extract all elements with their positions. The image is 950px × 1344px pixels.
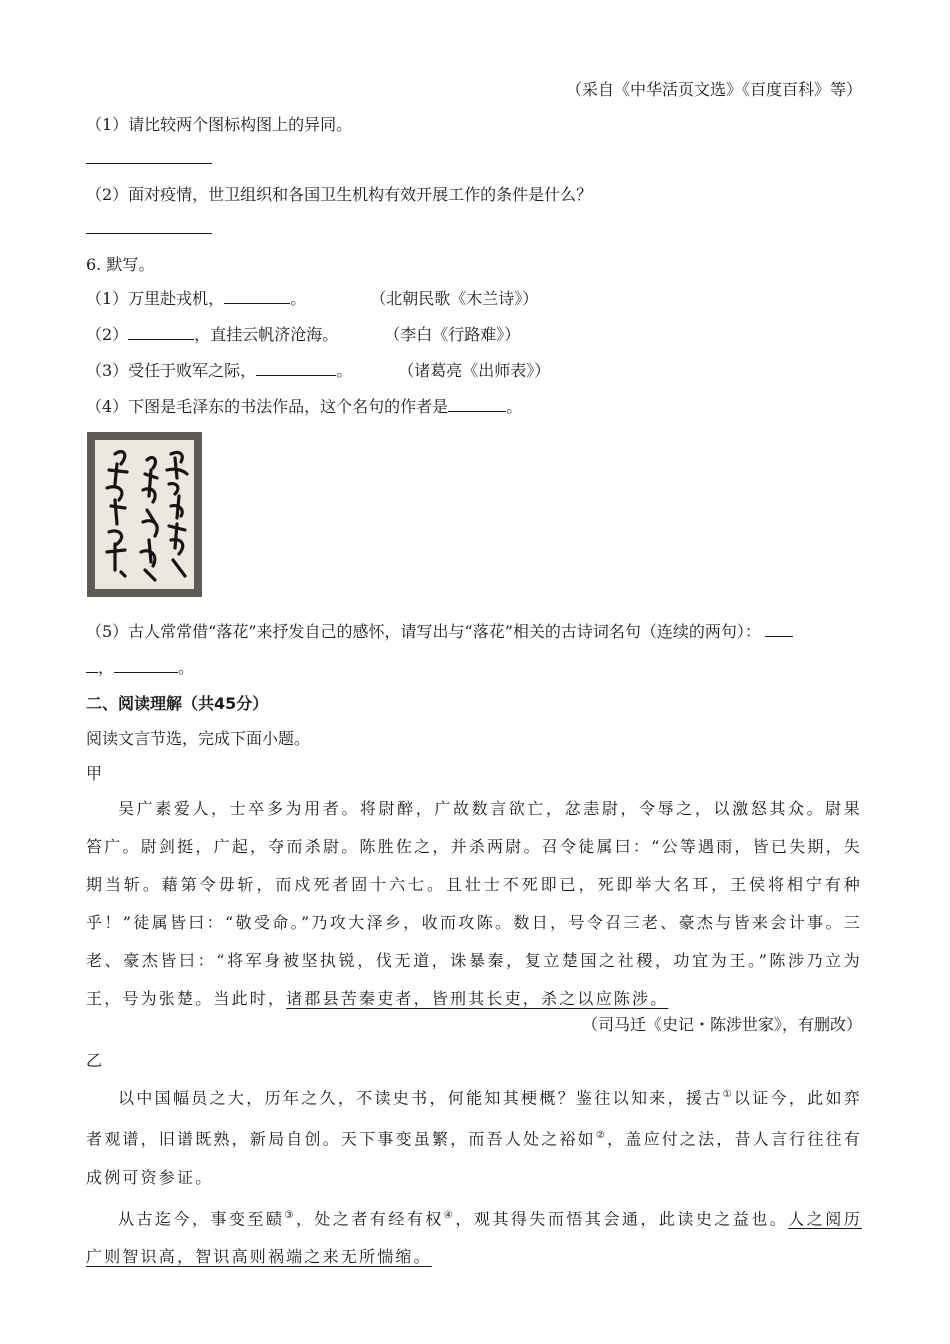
q6-item-5 (86, 621, 793, 643)
fill-blank[interactable] (224, 289, 290, 304)
passage-yi-para-2 (86, 1197, 862, 1276)
calligraphy-artwork (95, 440, 194, 589)
fill-blank[interactable] (128, 325, 194, 340)
passage-jia-source: （司马迁《史记・陈涉世家》，有删改） (581, 1015, 862, 1034)
q6-item-2 (86, 324, 520, 346)
q6-item-3-end: 。 (336, 361, 353, 380)
q6-item-4-text: （4）下图是毛泽东的书法作品，这个名句的作者是 (86, 397, 449, 416)
footnote-marker: ③ (284, 1209, 296, 1221)
passage-yi-text: ，观其得失而悟其会通，此读史之益也。 (455, 1208, 789, 1228)
q6-item-3 (86, 360, 550, 382)
reading-intro: 阅读文言节选，完成下面小题。 (86, 729, 311, 748)
q6-item-1-source: （北朝民歌《木兰诗》） (370, 289, 539, 308)
q6-item-4 (86, 396, 522, 418)
footnote-marker: ① (722, 1089, 734, 1100)
fill-blank[interactable] (448, 397, 506, 412)
section-heading: 二、阅读理解（共45分） (86, 694, 269, 713)
passage-yi-text: ，盖应付之法，昔人言行往往有成例可资参证。 (86, 1129, 862, 1187)
q6-item-5-text: （5）古人常常借“落花”来抒发自己的感怀，请写出与“落花”相关的古诗词名句（连续的两句）： (86, 622, 761, 641)
passage-yi (86, 1076, 862, 1276)
calligraphy-image (87, 432, 202, 597)
q6-item-3-text: （3）受任于败军之际， (86, 361, 257, 380)
q6-item-1 (86, 288, 538, 310)
q5-sub1: （1）请比较两个图标构图上的异同。 (86, 115, 353, 134)
passage-yi-text: 以中国幅员之大，历年之久，不读史书，何能知其梗概？鉴往以知来，援古 (118, 1088, 723, 1108)
q6-item-4-end: 。 (506, 397, 523, 416)
passage-yi-para-1 (86, 1076, 862, 1197)
passage-yi-text: 以证今，此如弈者观谱，旧谱既熟，新局自创。天下事变虽繁，而吾人处之裕如 (86, 1088, 862, 1149)
q6-item-2-text: ，直挂云帆济沧海。 (194, 325, 339, 344)
q6-item-1-end: 。 (290, 289, 307, 308)
fill-blank[interactable] (765, 622, 793, 637)
passage-yi-text: ，处之者有经有权 (295, 1208, 444, 1228)
passage-jia-text: 吴广素爱人，士卒多为用者。将尉醉，广故数言欲亡，忿恚尉，令辱之，以激怒其众。尉果笞广。尉剑挺，广起，夺而杀尉。陈胜佐之，并杀两尉。召令徒属曰：“公等遇雨，皆已失期，失期当斩。藉第令毋斩，而戍死者固十六七。且壮士不死即已，死即举大名耳，王侯将相宁有种乎！”徒属皆曰：“敬受命。”乃攻大泽乡，收而攻陈。数日，号令召三老、豪杰与皆来会计事。三老、豪杰皆曰：“将军身被坚执锐，伐无道，诛暴秦，复立楚国之社稷，功宜为王。”陈涉乃立为王，号为张楚。当此时， (86, 799, 862, 1008)
q6-item-1-text: （1）万里赴戎机， (86, 289, 225, 308)
q6-title: 6. 默写。 (86, 255, 155, 274)
fill-blank[interactable] (256, 361, 336, 376)
fill-blank[interactable] (86, 658, 98, 673)
q6-item-5-end: 。 (178, 658, 195, 677)
passage-jia-underlined: 诸郡县苦秦吏者，皆刑其长吏，杀之以应陈涉。 (286, 989, 669, 1008)
passage-yi-text: 从古迄今，事变至赜 (118, 1208, 285, 1228)
q5-sub2: （2）面对疫情，世卫组织和各国卫生机构有效开展工作的条件是什么？ (86, 185, 593, 204)
q6-item-2-number: （2） (86, 325, 129, 344)
q6-item-5-cont (86, 657, 194, 679)
q6-item-5-comma: ， (98, 658, 115, 677)
passage-yi-label: 乙 (86, 1051, 103, 1070)
q6-item-3-source: （诸葛亮《出师表》） (398, 361, 551, 380)
passage-yi-underlined: 人之阅历广则智识高，智识高则祸端之来无所惴缩。 (86, 1208, 862, 1266)
passage-jia (86, 790, 862, 1018)
q6-item-2-source: （李白《行路难》） (384, 325, 521, 344)
answer-line[interactable] (86, 233, 212, 234)
source-citation: （采自《中华活页文选》《百度百科》等） (565, 80, 862, 99)
answer-line[interactable] (86, 163, 212, 164)
footnote-marker: ② (595, 1130, 608, 1142)
passage-jia-label: 甲 (86, 764, 103, 783)
fill-blank[interactable] (114, 658, 178, 673)
footnote-marker: ④ (443, 1209, 456, 1221)
